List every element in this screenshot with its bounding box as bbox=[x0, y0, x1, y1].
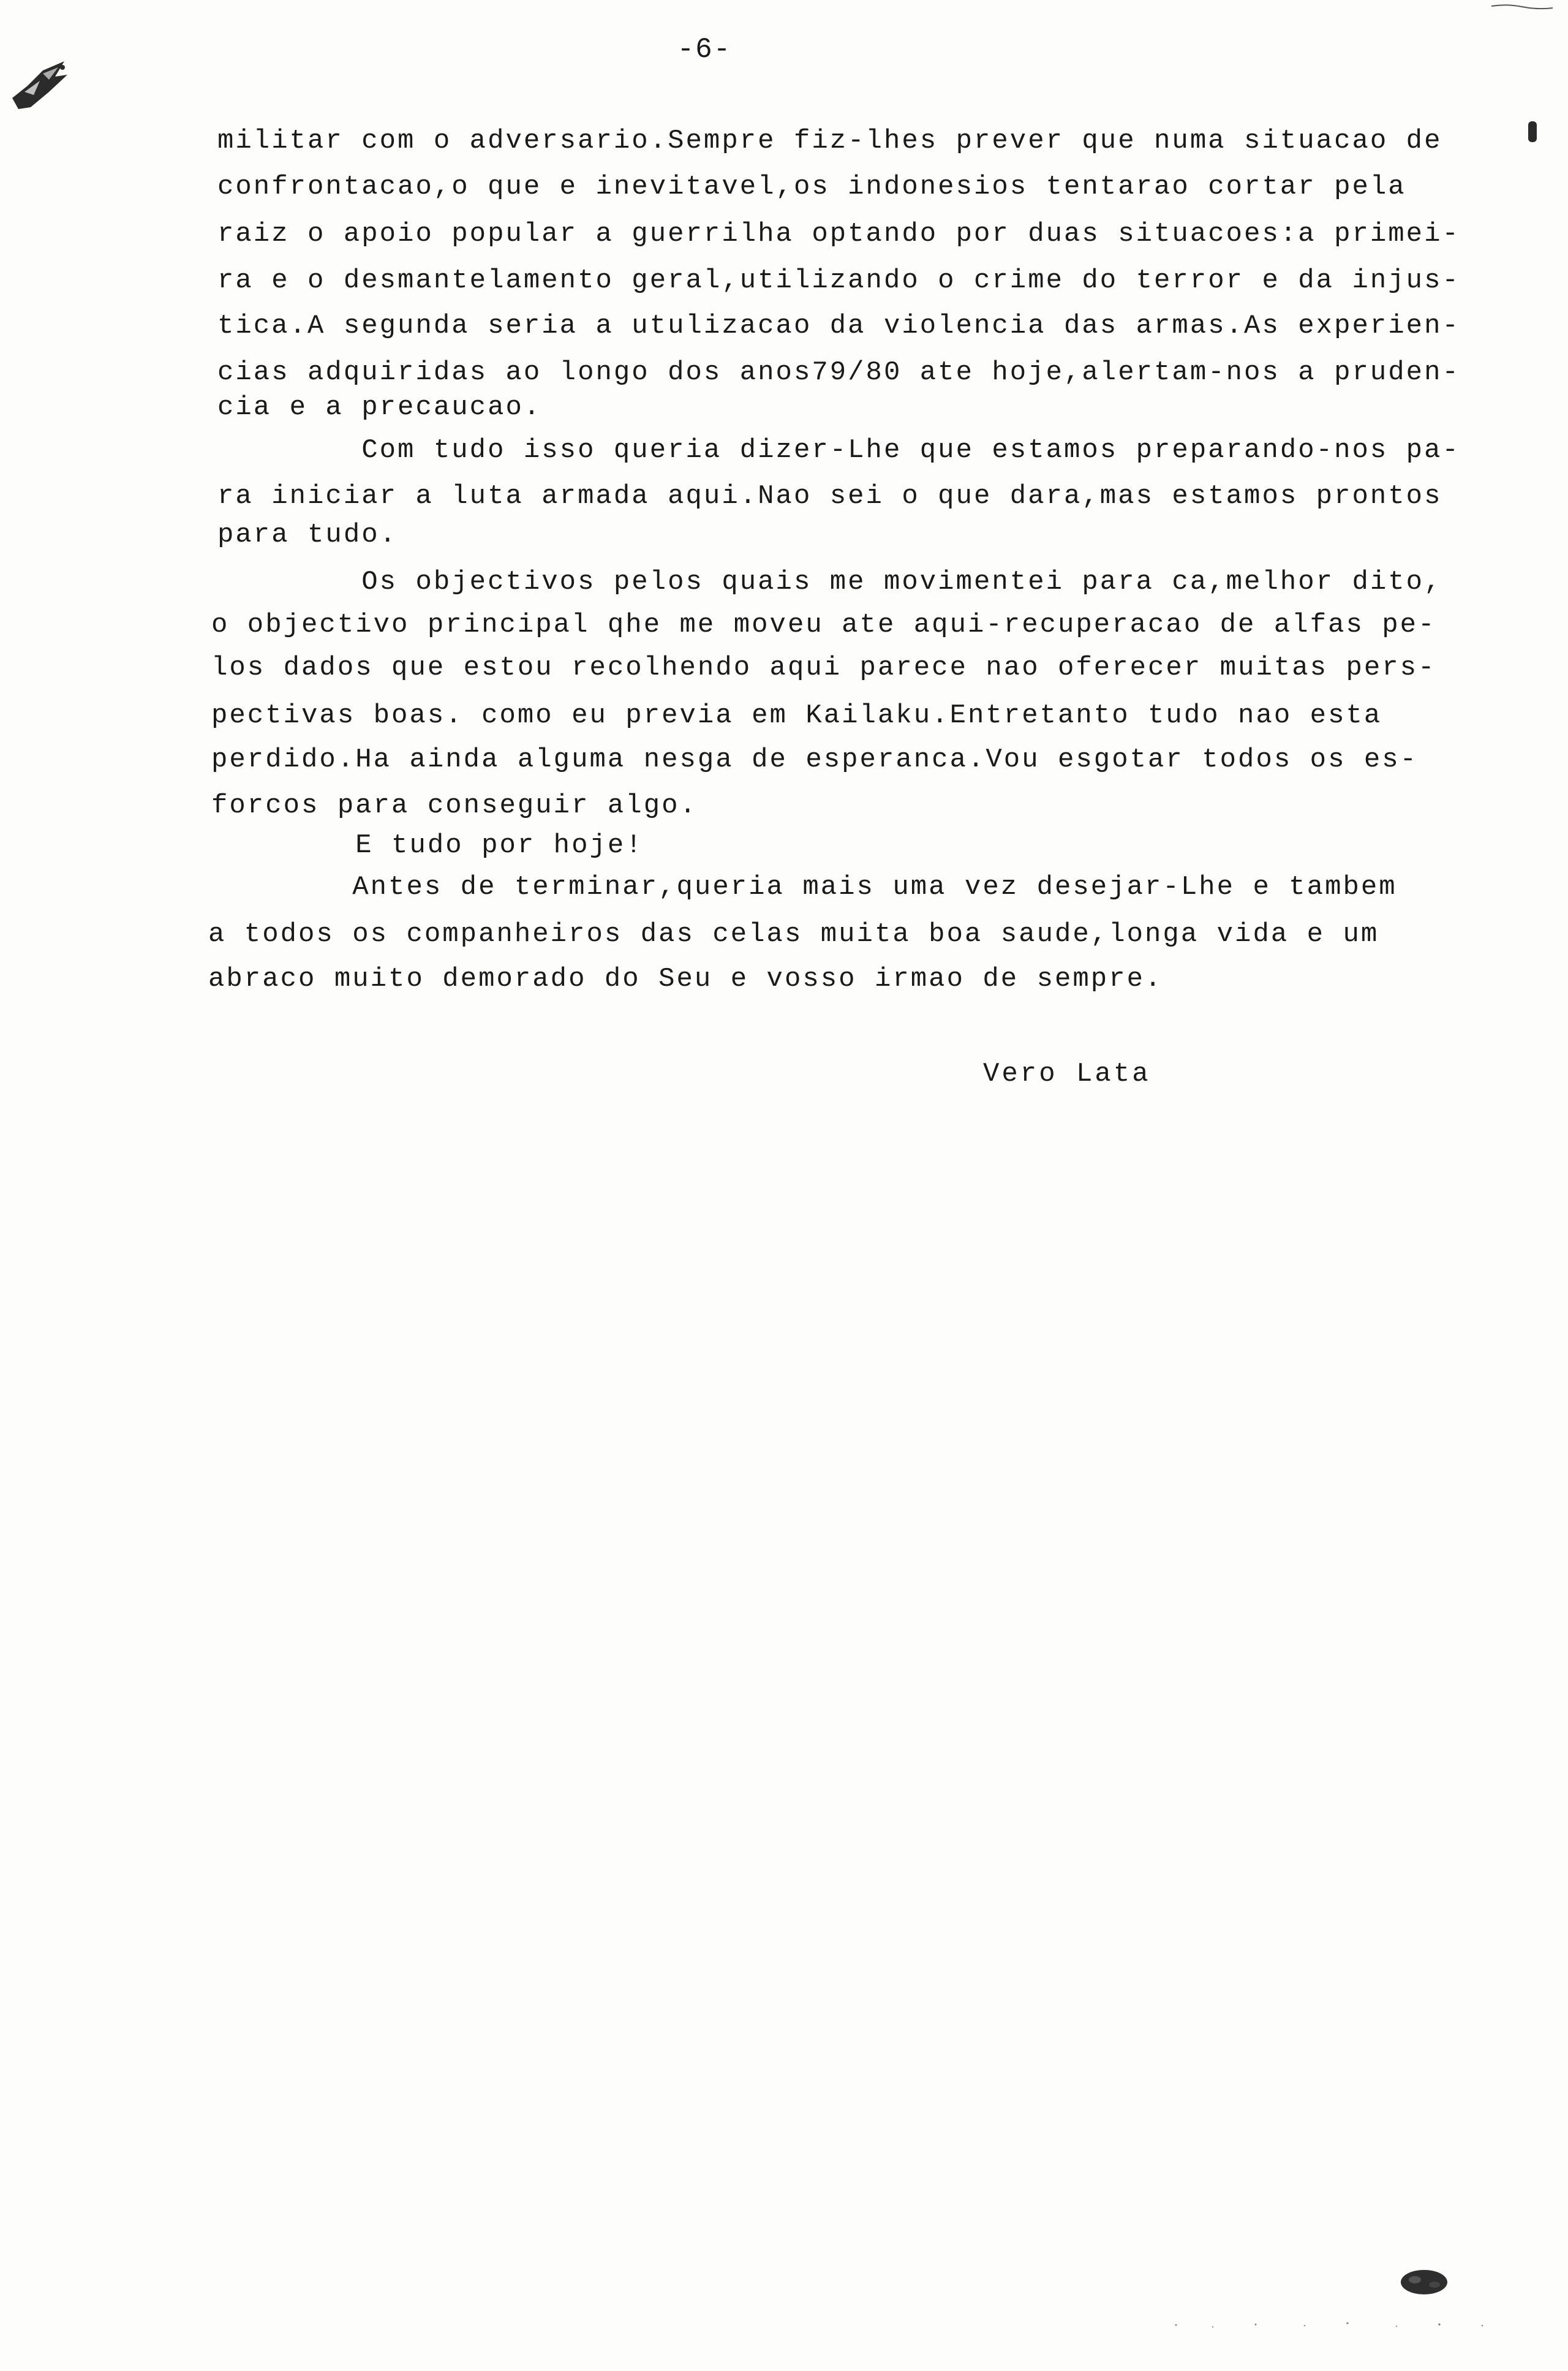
letter-line: abraco muito demorado do Seu e vosso irmao de sempre. bbox=[208, 964, 1163, 994]
scan-speckle-bottom bbox=[1164, 2316, 1507, 2334]
letter-line: cias adquiridas ao longo dos anos79/80 ate hoje,alertam-nos a pruden- bbox=[217, 357, 1460, 388]
page-number: -6- bbox=[677, 34, 732, 66]
letter-line: o objectivo principal qhe me moveu ate aqui-recuperacao de alfas pe- bbox=[211, 610, 1436, 640]
letter-line: forcos para conseguir algo. bbox=[211, 790, 698, 821]
letter-line: para tudo. bbox=[217, 520, 398, 550]
ink-smudge-bottom bbox=[1396, 2264, 1452, 2301]
letter-line: perdido.Ha ainda alguma nesga de esperanca.Vou esgotar todos os es- bbox=[211, 744, 1419, 775]
letter-line: Com tudo isso queria dizer-Lhe que estamos preparando-nos pa- bbox=[217, 435, 1460, 466]
letter-line: Os objectivos pelos quais me movimentei para ca,melhor dito, bbox=[217, 567, 1442, 597]
letter-line: confrontacao,o que e inevitavel,os indonesios tentarao cortar pela bbox=[217, 172, 1406, 202]
letter-line: Antes de terminar,queria mais uma vez desejar-Lhe e tambem bbox=[208, 872, 1397, 902]
letter-line: pectivas boas. como eu previa em Kailaku.Entretanto tudo nao esta bbox=[211, 700, 1382, 731]
ink-mark-top-left bbox=[6, 49, 74, 116]
letter-line: los dados que estou recolhendo aqui parece nao oferecer muitas pers- bbox=[211, 652, 1436, 683]
letter-line: E tudo por hoje! bbox=[211, 830, 644, 861]
signature: Vero Lata bbox=[983, 1059, 1151, 1089]
scan-artifact-top-right bbox=[1488, 2, 1556, 10]
letter-line: cia e a precaucao. bbox=[217, 392, 542, 423]
letter-line: tica.A segunda seria a utulizacao da violencia das armas.As experien- bbox=[217, 311, 1460, 341]
letter-line: raiz o apoio popular a guerrilha optando por duas situacoes:a primei- bbox=[217, 219, 1460, 249]
letter-line: militar com o adversario.Sempre fiz-lhes prever que numa situacao de bbox=[217, 126, 1442, 156]
letter-line: ra e o desmantelamento geral,utilizando o crime do terror e da injus- bbox=[217, 265, 1460, 296]
letter-line: a todos os companheiros das celas muita boa saude,longa vida e um bbox=[208, 919, 1379, 950]
ink-mark-right-margin bbox=[1528, 121, 1537, 142]
letter-line: ra iniciar a luta armada aqui.Nao sei o que dara,mas estamos prontos bbox=[217, 481, 1442, 512]
